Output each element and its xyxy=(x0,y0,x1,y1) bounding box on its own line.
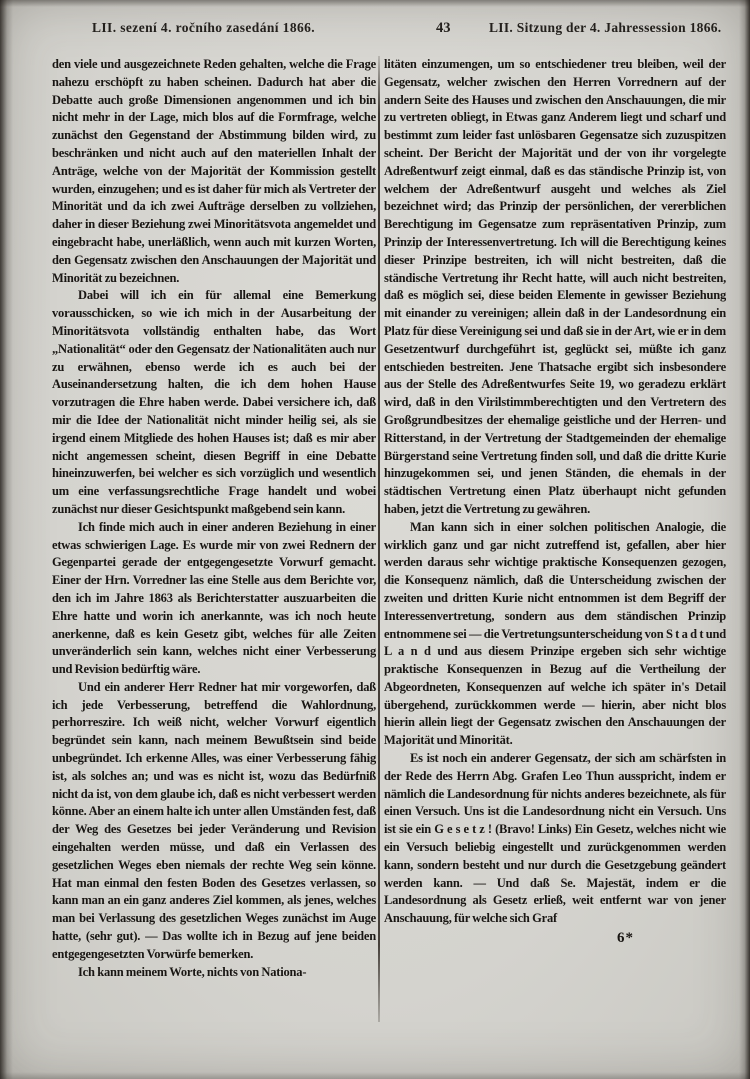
running-head xyxy=(0,20,750,40)
signature-mark: 6* xyxy=(617,930,634,947)
paragraph: Dabei will ich ein für allemal eine Bemerkung vorausschicken, so wie ich mich in der Ausarbeitung der Minoritätsvota vollständig enthalten habe, das Wort „Nationalität“ oder den Gegensatz der Nationalitäten auch nur zu erwähnen, ebenso werde ich es auch bei der Auseinandersetzung halten, die ich dem hohen Hause vorzutragen die Ehre haben werde. Dabei versichere ich, daß mir die Idee der Nationalität nicht minder heilig sei, als sie irgend einem Mitgliede des hohen Hauses ist; daß es mir aber nicht angemessen scheint, diesen Begriff in eine Debatte hineinzuwerfen, bei welcher es sich vorzüglich und wesentlich um eine verfassungsrechtliche Frage handelt und wobei zunächst nur dieser Gesichtspunkt maßgebend sein kann. xyxy=(52,288,376,516)
text-column-right xyxy=(384,56,726,948)
running-head-german: LII. Sitzung der 4. Jahressession 1866. xyxy=(489,20,722,35)
paragraph: Man kann sich in einer solchen politischen Analogie, die wirklich ganz und gar nicht zutreffend ist, gefallen, aber hier werden daraus sehr wichtige praktische Konsequenzen gezogen, die Konsequenz nämlich, daß die Unterscheidung zwischen der zweiten und dritten Kurie nicht entnommen ist dem Begriff der Interessenvertretung, sondern aus dem ständischen Prinzip entnommene sei — die Vertretungsunterscheidung von S t a d t und L a n d und aus diesem Prinzipe ergeben sich sehr wichtige praktische Konsequenzen in Bezug auf die Vertheilung der Abgeordneten, Konsequenzen auf welche ich später in's Detail übergehend, zurückkommen werde — hierin, aber nicht blos hierin allein liegt der Gegensatz zwischen den Anschauungen der Majorität und Minorität. xyxy=(384,519,726,748)
paragraph: Es ist noch ein anderer Gegensatz, der sich am schärfsten in der Rede des Herrn Abg. Grafen Leo Thun ausspricht, indem er nämlich die Landesordnung für nichts anderes bezeichnete, als für einen Versuch. Uns ist die Landesordnung nicht ein Versuch. Uns ist sie ein G e s e t z ! (Bravo! Links) Ein Gesetz, welches nicht wie ein Versuch beliebig eingestellt und zurückgenommen werden kann, sondern besteht und nur durch die Gesetzgebung geändert werden kann. — Und daß Se. Majestät, indem er die Landesordnung als Gesetz erließ, weit entfernt war von jener Anschauung, für welche sich Graf xyxy=(384,751,726,926)
scan-edge-left xyxy=(0,0,13,1079)
column-divider-rule xyxy=(378,56,380,1022)
scan-edge-top xyxy=(0,0,750,7)
text-column-left xyxy=(52,56,376,981)
scan-edge-right xyxy=(739,0,750,1079)
paragraph: den viele und ausgezeichnete Reden gehalten, welche die Frage nahezu erschöpft zu haben scheinen. Dadurch hat aber die Debatte auch große Dimensionen angenommen und ich bin nicht mehr in der Lage, mich blos auf die Formfrage, welche zunächst den Gegenstand der Abstimmung bilden wird, zu beschränken und nicht auch auf den materiellen Inhalt der Anträge, welche von der Majorität der Kommission gestellt wurden, einzugehen; und es ist daher für mich als Vertreter der Minorität und da ich zwei Aufträge derselben zu vollziehen, daher in dieser Beziehung zwei Minoritätsvota angemeldet und eingebracht habe, unerläßlich, wenn auch mit kurzen Worten, den Gegensatz zwischen den Anschauungen der Majorität und Minorität zu bezeichnen. xyxy=(52,57,376,285)
paragraph: Ich kann meinem Worte, nichts von Nationa- xyxy=(78,964,307,979)
paragraph: Ich finde mich auch in einer anderen Beziehung in einer etwas schwierigen Lage. Es wurde mir von zwei Rednern der Gegenpartei gerade der entgegengesetzte Vorwurf gemacht. Einer der Hrn. Vorredner las eine Stelle aus dem Berichte vor, den ich im Jahre 1863 als Berichterstatter auszuarbeiten die Ehre hatte und worin ich anerkannte, was ich noch heute anerkenne, daß es kein Gesetz gibt, welches für alle Zeiten unveränderlich sein kann, welches nicht einer Verbesserung und Revision bedürftig wäre. xyxy=(52,519,376,677)
running-head-czech: LII. sezení 4. ročního zasedání 1866. xyxy=(92,20,316,35)
page-number: 43 xyxy=(436,20,451,36)
paragraph: litäten einzumengen, um so entschiedener treu bleiben, weil der Gegensatz, welcher zwischen den Herren Vorrednern auf der andern Seite des Hauses und zwischen den Anschauungen, die mir zu vertreten obliegt, in Etwas ganz Anderem liegt und scharf und bestimmt zum leider fast unlösbaren Gegensatze sich zuzuspitzen scheint. Der Bericht der Majorität und der von ihr vorgelegte Adreßentwurf zeigt einmal, daß es das ständische Prinzip ist, von welchem der Adreßentwurf ausgeht und welches als Ziel bezeichnet wird; das Prinzip der persönlichen, der vererblichen Berechtigung im Gegensatze zum repräsentativen Prinzip, zum Prinzip der Interessenvertretung. Ich will die Berechtigung keines dieser Prinzipe bestreiten, ich will nicht bestreiten, daß die ständische Vertretung ihr Recht hatte, will auch nicht bestreiten, daß es möglich sei, diese beiden Elemente in gewisser Beziehung mit einander zu vereinigen; allein daß in der Landesordnung ein Platz für diese Vereinigung sei und daß sie in der Art, wie er in dem Gesetzentwurf durchgeführt ist, geglückt sei, müßte ich ganz entschieden bestreiten. Jene Thatsache ergibt sich insbesondere aus der Stelle des Adreßentwurfes Seite 19, wo geradezu erklärt wird, daß in den Virilstimmberechtigten und den Vertretern des Großgrundbesitzes der ehemalige geistliche und der Herren- und Ritterstand, in der Vertretung der Stadtgemeinden der ehemalige Bürgerstand seine Vertretung finden soll, und daß die dritte Kurie hinzugekommen sei, und jenen Ständen, die ehemals in der städtischen Vertretung einen Platz überhaupt nicht gefunden haben, jetzt die Vertretung zu gewähren. xyxy=(384,57,726,516)
scan-edge-bottom xyxy=(0,1072,750,1079)
paragraph: Und ein anderer Herr Redner hat mir vorgeworfen, daß ich jede Verbesserung, betreffend die Wahlordnung, perhorreszire. Ich weiß nicht, welcher Vorwurf eigentlich begründet sein kann, nach meinem Bewußtsein sind beide unbegründet. Ich erkenne Alles, was einer Verbesserung fähig ist, als solches an; und was es nicht ist, wozu das Bedürfniß nicht da ist, von dem glaube ich, daß es nicht verbessert werden könne. Aber an einem halte ich unter allen Umständen fest, daß der Weg des Gesetzes bei jeder Veränderung und Revision eingehalten werden müsse, und daß ein Verlassen des gesetzlichen Weges eben niemals der rechte Weg sein könne. Hat man einmal den festen Boden des Gesetzes verlassen, so kann man an ein ganz anderes Ziel kommen, als jenes, welches man bei Verlassung des gesetzlichen Weges zunächst im Auge hatte, (sehr gut). — Das wollte ich in Bezug auf jene beiden entgegengesetzten Vorwürfe bemerken. xyxy=(52,679,376,961)
